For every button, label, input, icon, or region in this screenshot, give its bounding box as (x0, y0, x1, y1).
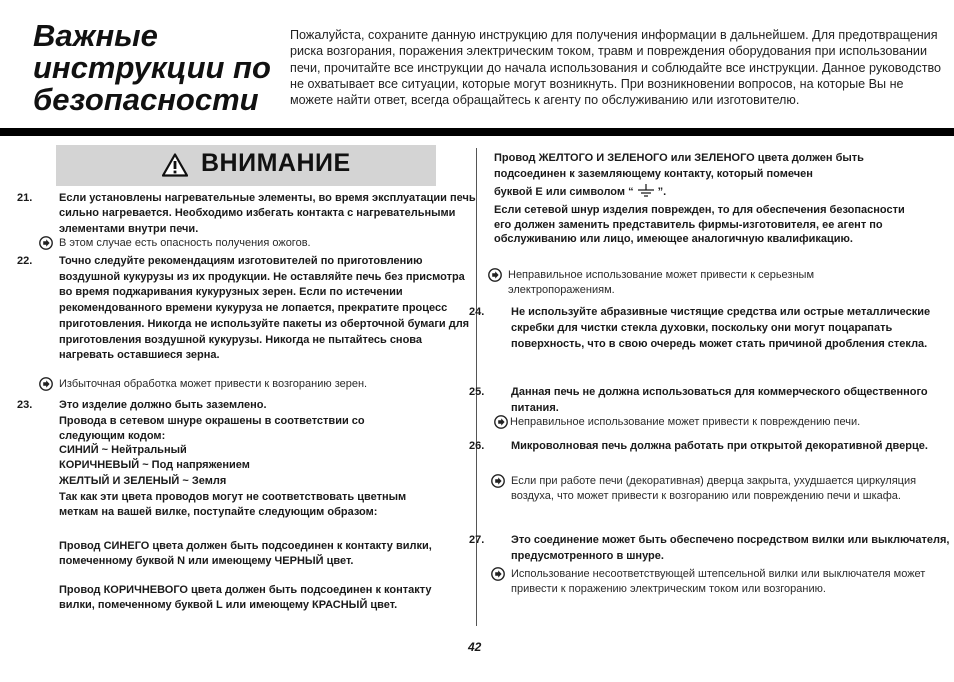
item-22-note (39, 377, 459, 392)
arrow-circle-icon (488, 268, 502, 282)
wires-intro: Провода в сетевом шнуре окрашены в соответствии со следующим кодом: (59, 415, 365, 443)
item-26-number: 26. (469, 440, 485, 452)
item-25 (469, 384, 951, 416)
item-26-note-text: Если при работе печи (декоративная) дверца закрыта, ухудшается циркуляция воздуха, что может привести к возгоранию или повреждению печи и шкафа. (511, 475, 917, 502)
page-number: 42 (468, 640, 482, 654)
item-23 (17, 398, 479, 413)
item-27-text: Это соединение может быть обеспечено посредством вилки или выключателя, предусмотренного в шнуре. (511, 534, 950, 562)
item-27-note (491, 567, 931, 596)
title-line-2: инструкции по (33, 50, 271, 85)
arrow-circle-icon (494, 415, 508, 429)
warning-label: ВНИМАНИЕ (201, 149, 351, 177)
arrow-circle-icon (39, 377, 53, 391)
warning-banner (56, 145, 436, 186)
brown-wire-rule: Провод КОРИЧНЕВОГО цвета должен быть подсоединен к контакту вилки, помеченному буквой L или имеющему КРАСНЫЙ цвет. (59, 584, 432, 612)
item-27-number: 27. (469, 534, 485, 546)
item-22-number: 22. (17, 255, 33, 267)
arrow-circle-icon (39, 236, 53, 250)
item-26 (469, 438, 951, 454)
wire-brown: КОРИЧНЕВЫЙ ~ Под напряжением (59, 459, 250, 472)
green-wire-rule-symbol-line (494, 183, 934, 200)
green-wire-rule (494, 151, 934, 182)
item-23-note-text: Неправильное использование может привести к серьезным электропоражениям. (508, 269, 815, 296)
item-21-note-text: В этом случае есть опасность получения ожогов. (59, 237, 311, 249)
item-23-text: Это изделие должно быть заземлено. (59, 399, 267, 411)
page-title (33, 20, 283, 116)
wire-mismatch-note: Так как эти цвета проводов могут не соответствовать цветным меткам на вашей вилке, поступайте следующим образом: (59, 491, 407, 519)
item-25-text: Данная печь не должна использоваться для коммерческого общественного питания. (511, 386, 928, 414)
green-wire-rule-a: Провод ЖЕЛТОГО И ЗЕЛЕНОГО или ЗЕЛЕНОГО цвета должен быть подсоединен к заземляющему контакту, который помечен (494, 152, 864, 180)
title-line-3: безопасности (33, 82, 259, 117)
item-27-note-text: Использование несоответствующей штепсельной вилки или выключателя может привести к поражению электрическим током или возгоранию. (511, 568, 926, 595)
cord-damage-note: Если сетевой шнур изделия поврежден, то для обеспечения безопасности его должен заменить представитель фирмы-изготовителя, ее агент по обслуживанию или лицо, имеющее аналогичную квалификацию. (494, 204, 905, 246)
arrow-circle-icon (491, 474, 505, 488)
item-27 (469, 532, 951, 564)
item-22-note-text: Избыточная обработка может привести к возгоранию зерен. (59, 378, 368, 390)
item-25-number: 25. (469, 386, 485, 398)
item-21-note (39, 236, 459, 251)
intro-paragraph: Пожалуйста, сохраните данную инструкцию для получения информации в дальнейшем. Для предотвращения риска возгорания, поражения электрическим током, травм и повреждения оборудования при использовании печи, прочитайте все инструкции до начала использования и соблюдайте все инструкции. Данное руководство не охватывает все ситуации, которые могут возникнуть. При возникновении вопросов, на которые Вы не можете найти ответ, всегда обращайтесь к агенту по обслуживанию или изготовителю. (290, 28, 942, 108)
item-21-text: Если установлены нагревательные элементы, во время эксплуатации печь сильно нагревается. Необходимо избегать контакта с нагревательными элементами внутри печи. (59, 192, 476, 235)
blue-wire-rule: Провод СИНЕГО цвета должен быть подсоединен к контакту вилки, помеченному буквой N или имеющему ЧЕРНЫЙ цвет. (59, 540, 432, 568)
item-24-text: Не используйте абразивные чистящие средства или острые металлические скребки для чистки стекла духовки, поскольку они могут поцарапать поверхность, что в свою очередь может стать причиной дробления стекла. (511, 306, 931, 350)
wire-color-code (59, 443, 439, 489)
green-wire-rule-b-post: ”. (657, 186, 667, 198)
warning-triangle-icon (162, 153, 188, 177)
item-26-text: Микроволновая печь должна работать при открытой декоративной дверце. (511, 440, 928, 452)
item-26-note (491, 474, 931, 503)
wire-blue: СИНИЙ ~ Нейтральный (59, 444, 187, 456)
item-23-note (488, 268, 908, 297)
item-25-note (494, 415, 924, 430)
arrow-circle-icon (491, 567, 505, 581)
green-wire-rule-b-pre: буквой E или символом “ (494, 186, 634, 198)
item-22-text: Точно следуйте рекомендациям изготовителей по приготовлению воздушной кукурузы из их продукции. Не оставляйте печь без присмотра во время поджаривания кукурузных зерен. Если по истечении рекомендованного времени кукуруза не лопается, прекратите процесс приготовления. Никогда не используйте пакеты из оберточной бумаги для приготовления воздушной кукурузы. Никогда не пытайтесь снова нагревать оставшиеся зерна. (59, 255, 470, 362)
wire-green: ЖЕЛТЫЙ И ЗЕЛЕНЫЙ ~ Земля (59, 474, 227, 487)
ground-symbol-icon (635, 183, 657, 199)
item-25-note-text: Неправильное использование может привести к повреждению печи. (510, 416, 861, 428)
item-24 (469, 305, 951, 352)
header-divider (0, 128, 954, 136)
item-23-number: 23. (17, 399, 33, 411)
item-21 (17, 191, 479, 237)
item-24-number: 24. (469, 306, 485, 318)
item-21-number: 21. (17, 192, 33, 204)
item-22 (17, 254, 477, 364)
title-line-1: Важные (33, 18, 158, 53)
